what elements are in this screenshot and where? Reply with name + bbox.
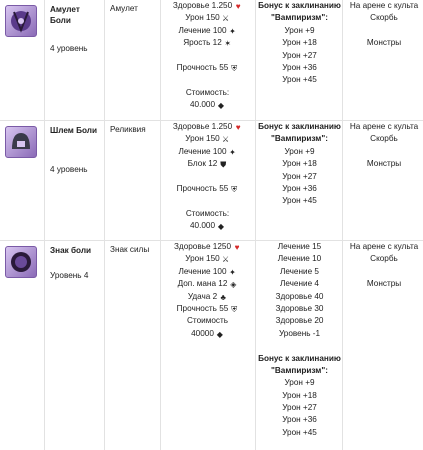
- sign-icon: [5, 246, 37, 278]
- stat-damage: Урон 150 ⚔: [185, 134, 230, 145]
- item-level: Уровень 4: [50, 271, 89, 280]
- item-level: 4 уровень: [50, 165, 88, 174]
- heal-icon: ✦: [229, 147, 236, 157]
- cost-label: Стоимость: [187, 316, 228, 326]
- item-name: Амулет Боли: [50, 5, 80, 25]
- item-stats: [160, 121, 255, 233]
- cost-value: 40000 ◆: [191, 328, 224, 339]
- shield-icon: ⛨: [231, 304, 238, 314]
- item-type: Знак силы: [110, 245, 150, 254]
- stat-durability: Прочность 55 ⛨: [176, 62, 238, 73]
- item-source: На арене с культа Скорбь Монстры: [349, 242, 419, 289]
- shield-icon: ⛨: [231, 184, 238, 194]
- stat-durability: Прочность 55 ⛨: [176, 183, 238, 194]
- crystal-icon: ◆: [217, 101, 225, 111]
- cost-label: Стоимость:: [185, 87, 230, 97]
- table-row: [0, 0, 423, 120]
- crystal-icon: ◆: [217, 222, 225, 232]
- table-row: [0, 241, 423, 450]
- stat-heal: Лечение 100 ✦: [178, 146, 236, 157]
- heart-icon: ♥: [234, 243, 240, 252]
- block-icon: ⛊: [220, 160, 227, 170]
- item-name: Знак боли: [50, 246, 92, 255]
- spell-bonus: Бонус к заклинанию "Вампиризм": Урон +9 Урон +18 Урон +27 Урон +36 Урон +45: [258, 122, 341, 206]
- item-type: Реликвия: [110, 125, 146, 134]
- item-source: На арене с культа Скорбь Монстры: [349, 122, 419, 169]
- heal-icon: ✦: [229, 26, 236, 36]
- cost-value: 40.000 ◆: [189, 221, 225, 232]
- cost-value: 40.000 ◆: [189, 100, 225, 111]
- spell-bonus: Лечение 15 Лечение 10 Лечение 5 Лечение 4 Здоровье 40 Здоровье 30 Здоровье 20 Уровень -1 Бонус к заклинанию "Вампиризм": Урон +9 Урон +18 Урон +27 Урон +36 Урон +45: [258, 242, 341, 437]
- item-name: Шлем Боли: [50, 126, 98, 135]
- spell-bonus: Бонус к заклинанию "Вампиризм": Урон +9 Урон +18 Урон +27 Урон +36 Урон +45: [258, 1, 341, 85]
- crystal-icon: ◆: [216, 329, 224, 339]
- item-type: Амулет: [110, 4, 138, 13]
- stat-durability: Прочность 55 ⛨: [176, 303, 238, 314]
- table-row: [0, 121, 423, 240]
- sword-icon: ⚔: [222, 14, 230, 24]
- stat-health: Здоровье 1.250 ♥: [172, 1, 241, 11]
- shield-icon: ⛨: [231, 63, 238, 73]
- stat-heal: Лечение 100 ✦: [178, 266, 236, 277]
- stat-mana: Доп. мана 12 ◈: [177, 279, 237, 290]
- cost-label: Стоимость:: [185, 208, 230, 218]
- heart-icon: ♥: [235, 2, 241, 11]
- amulet-icon: [5, 5, 37, 37]
- stat-health: Здоровье 1250 ♥: [173, 242, 240, 252]
- stat-heal: Лечение 100 ✦: [178, 25, 236, 36]
- item-stats: [160, 241, 255, 340]
- stat-luck: Удача 2 ♣: [187, 291, 226, 302]
- luck-icon: ♣: [220, 292, 226, 302]
- stat-block: Блок 12 ⛊: [187, 159, 227, 170]
- rage-icon: ✶: [224, 39, 232, 49]
- heart-icon: ♥: [235, 123, 241, 132]
- helmet-icon: [5, 126, 37, 158]
- sword-icon: ⚔: [222, 255, 230, 265]
- item-level: 4 уровень: [50, 44, 88, 53]
- mana-icon: ◈: [230, 280, 237, 290]
- heal-icon: ✦: [229, 267, 236, 277]
- stat-health: Здоровье 1.250 ♥: [172, 122, 241, 132]
- item-source: На арене с культа Скорбь Монстры: [349, 1, 419, 48]
- stat-rage: Ярость 12 ✶: [183, 38, 232, 49]
- item-stats: [160, 0, 255, 112]
- stat-damage: Урон 150 ⚔: [185, 13, 230, 24]
- stat-damage: Урон 150 ⚔: [185, 254, 230, 265]
- sword-icon: ⚔: [222, 135, 230, 145]
